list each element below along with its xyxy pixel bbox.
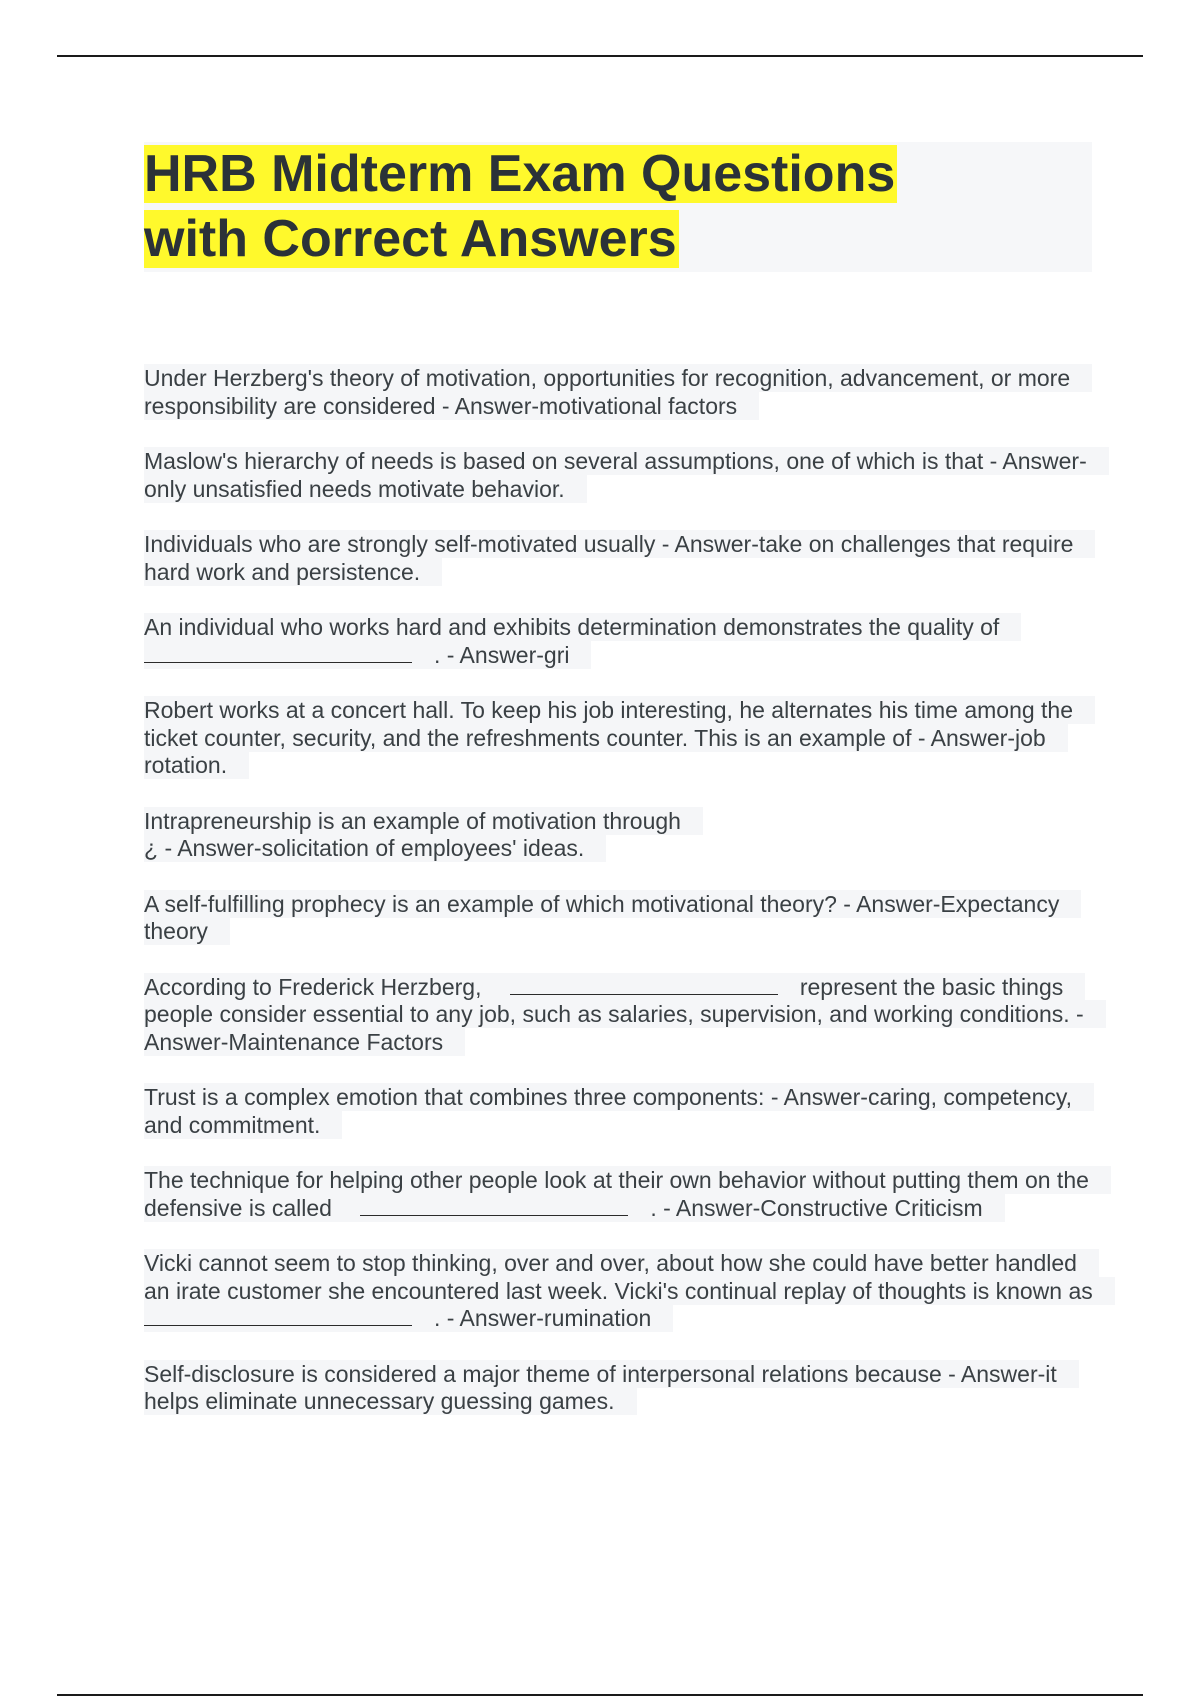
title-line-1: HRB Midterm Exam Questions: [144, 145, 896, 203]
qa-item: [144, 365, 1094, 420]
qa-text: Under Herzberg's theory of motivation, opportunities for recognition, advancement, or more responsibility are considered - Answer-motivational factors: [144, 364, 1092, 420]
qa-text-after-blank: . - Answer-rumination: [434, 1304, 673, 1332]
qa-item: [144, 614, 1094, 669]
qa-text-before-blank: The technique for helping other people look at their own behavior without putting them on the defensive is called: [144, 1166, 1111, 1222]
page-top-rule: [57, 55, 1143, 57]
qa-text: A self-fulfilling prophecy is an example of which motivational theory? - Answer-Expectancy theory: [144, 890, 1081, 946]
qa-item: [144, 531, 1094, 586]
qa-text-before-blank: An individual who works hard and exhibits determination demonstrates the quality of: [144, 613, 1021, 641]
qa-text: Self-disclosure is considered a major theme of interpersonal relations because - Answer-it helps eliminate unnecessary guessing games.: [144, 1360, 1079, 1416]
qa-item: [144, 1167, 1094, 1222]
qa-item: [144, 1250, 1094, 1333]
qa-text-line-2: ¿ - Answer-solicitation of employees' ideas.: [144, 834, 606, 862]
qa-item: [144, 891, 1094, 946]
answer-blank: [510, 976, 778, 995]
title-block: [144, 142, 1092, 272]
qa-item: [144, 1361, 1094, 1416]
qa-text: Trust is a complex emotion that combines three components: - Answer-caring, competency, and commitment.: [144, 1083, 1094, 1139]
qa-text-after-blank: represent the basic things people consider essential to any job, such as salaries, supervision, and working conditions. - Answer-Maintenance Factors: [144, 973, 1106, 1056]
question-answer-list: [144, 365, 1094, 1444]
qa-text: Maslow's hierarchy of needs is based on several assumptions, one of which is that - Answer-only unsatisfied needs motivate behavior.: [144, 447, 1109, 503]
answer-blank: [360, 1197, 628, 1216]
answer-blank: [144, 644, 412, 663]
qa-text-before-blank: According to Frederick Herzberg,: [144, 973, 510, 1001]
qa-item: [144, 1084, 1094, 1139]
page-bottom-rule: [57, 1694, 1143, 1696]
qa-text-before-blank: Vicki cannot seem to stop thinking, over and over, about how she could have better handled an irate customer she encountered last week. Vicki's continual replay of thoughts is known as: [144, 1249, 1115, 1305]
qa-item: [144, 448, 1094, 503]
qa-text: Individuals who are strongly self-motivated usually - Answer-take on challenges that require hard work and persistence.: [144, 530, 1095, 586]
qa-text: Robert works at a concert hall. To keep his job interesting, he alternates his time among the ticket counter, security, and the refreshments counter. This is an example of - Answer-job rotation.: [144, 696, 1095, 779]
qa-text-after-blank: . - Answer-gri: [434, 641, 591, 669]
qa-item: [144, 808, 1094, 863]
qa-text-line-1: Intrapreneurship is an example of motivation through: [144, 807, 703, 835]
document-title: [144, 142, 1092, 272]
title-line-2: with Correct Answers: [144, 210, 677, 268]
qa-text-after-blank: . - Answer-Constructive Criticism: [650, 1194, 1004, 1222]
qa-item: [144, 974, 1094, 1057]
answer-blank: [144, 1307, 412, 1326]
qa-item: [144, 697, 1094, 780]
